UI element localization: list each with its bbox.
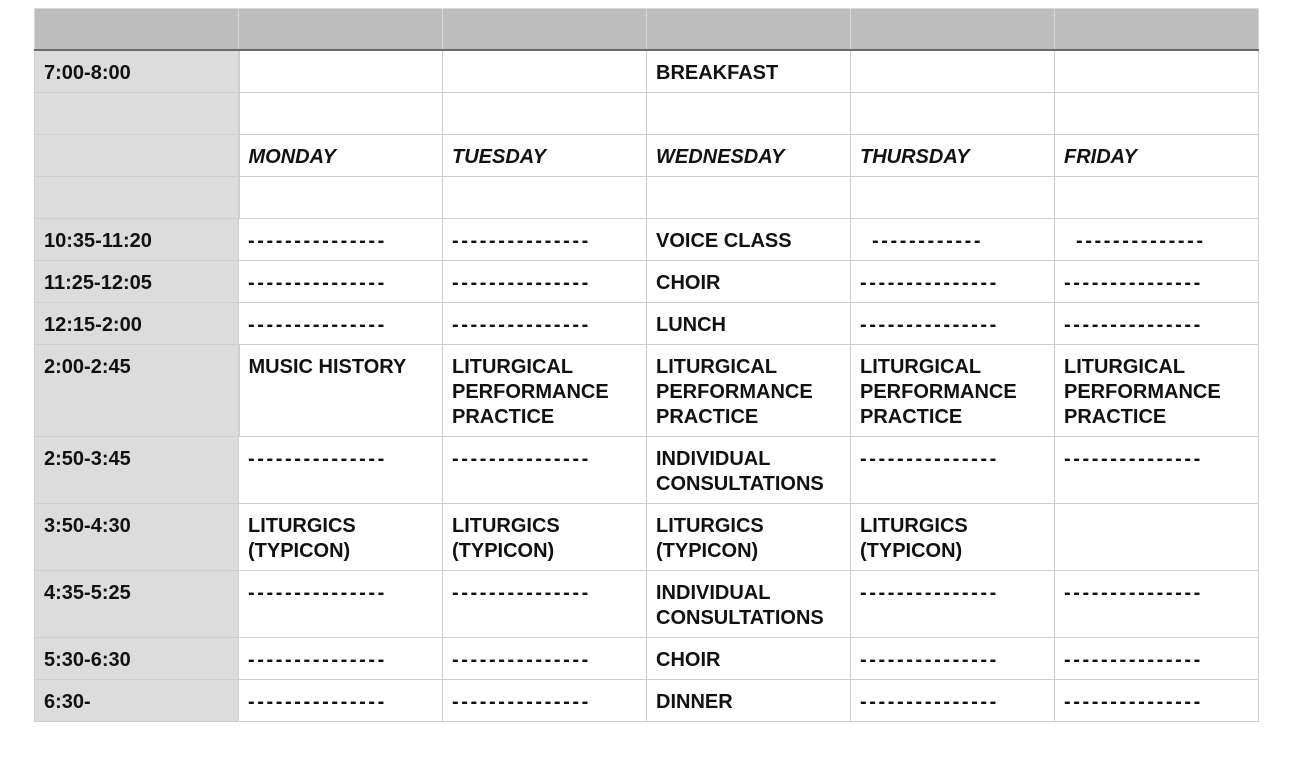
table-row [35,303,1259,345]
event-line: LITURGICAL [656,356,778,378]
dash-line: --------------- [1064,582,1203,604]
event-liturgical-performance-practice [1064,345,1258,430]
time-label: 2:50-3:45 [44,448,131,470]
cell[interactable] [239,504,443,571]
cell[interactable] [239,437,443,504]
event-breakfast: BREAKFAST [656,62,779,84]
cell[interactable] [239,638,443,680]
table-row [35,437,1259,504]
table-row [35,345,1259,437]
header-cell[interactable] [647,9,851,51]
header-cell[interactable] [35,9,239,51]
table-row [35,638,1259,680]
day-thursday[interactable] [851,135,1055,177]
time-cell[interactable] [35,638,239,680]
dash-line: --------------- [860,448,999,470]
dash-line: --------------- [248,582,387,604]
cell[interactable] [647,50,851,93]
header-cell[interactable] [239,9,443,51]
time-cell[interactable] [35,219,239,261]
event-line: (TYPICON) [452,540,555,562]
dash-line: --------------- [452,272,591,294]
cell[interactable] [851,680,1055,722]
dash-line: --------------- [1064,314,1203,336]
event-line: LITURGICS [860,515,968,537]
dash-line: --------------- [452,230,591,252]
time-cell[interactable] [35,437,239,504]
cell[interactable] [239,571,443,638]
dash-line: --------------- [248,230,387,252]
dash-line: --------------- [452,314,591,336]
cell[interactable] [851,638,1055,680]
cell[interactable] [851,93,1055,135]
dash-line: -------------- [1076,230,1206,252]
cell[interactable] [1055,303,1259,345]
dash-line: --------------- [860,272,999,294]
time-label: 5:30-6:30 [44,649,131,671]
day-wednesday[interactable] [647,135,851,177]
cell[interactable] [239,680,443,722]
event-liturgics-typicon [860,504,1054,564]
header-cell[interactable] [851,9,1055,51]
day-label: FRIDAY [1064,146,1137,168]
event-line: LITURGICS [452,515,560,537]
days-row [35,135,1259,177]
event-music-history: MUSIC HISTORY [248,356,407,378]
dash-line: --------------- [860,649,999,671]
dash-line: --------------- [452,649,591,671]
cell[interactable] [647,261,851,303]
time-label: 3:50-4:30 [44,515,131,537]
dash-line: --------------- [1064,272,1203,294]
event-line: CONSULTATIONS [656,473,824,495]
event-line: PERFORMANCE [860,381,1017,403]
cell[interactable] [647,303,851,345]
cell[interactable] [1055,504,1259,571]
day-friday[interactable] [1055,135,1259,177]
cell[interactable] [443,93,647,135]
time-label: 11:25-12:05 [44,272,152,294]
time-label: 2:00-2:45 [44,356,131,378]
time-cell[interactable] [35,135,239,177]
cell[interactable] [443,504,647,571]
event-line: PRACTICE [1064,406,1167,428]
cell[interactable] [647,571,851,638]
cell[interactable] [851,437,1055,504]
cell[interactable] [239,303,443,345]
event-dinner: DINNER [656,691,733,713]
event-line: (TYPICON) [656,540,759,562]
day-label: THURSDAY [860,146,970,168]
dash-line: --------------- [248,691,387,713]
cell[interactable] [647,345,851,437]
cell[interactable] [851,571,1055,638]
header-row [35,9,1259,51]
table-row [35,50,1259,93]
dash-line: --------------- [248,272,387,294]
cell[interactable] [851,50,1055,93]
cell[interactable] [1055,219,1259,261]
cell[interactable] [443,261,647,303]
event-line: PERFORMANCE [656,381,813,403]
event-line: INDIVIDUAL [656,582,771,604]
cell[interactable] [443,303,647,345]
event-line: LITURGICS [656,515,764,537]
cell[interactable] [1055,638,1259,680]
dash-line: --------------- [860,314,999,336]
day-label: TUESDAY [452,146,547,168]
cell[interactable] [1055,571,1259,638]
cell[interactable] [1055,345,1259,437]
cell[interactable] [851,219,1055,261]
cell[interactable] [1055,50,1259,93]
cell[interactable] [851,345,1055,437]
table-row [35,504,1259,571]
time-cell[interactable] [35,680,239,722]
cell[interactable] [443,571,647,638]
cell[interactable] [239,345,443,437]
cell[interactable] [647,504,851,571]
time-cell[interactable] [35,345,239,437]
event-choir: CHOIR [656,649,721,671]
event-individual-consultations [656,571,850,631]
time-cell[interactable] [35,93,239,135]
time-cell[interactable] [35,303,239,345]
cell[interactable] [443,177,647,219]
event-liturgical-performance-practice [656,345,850,430]
time-cell[interactable] [35,261,239,303]
cell[interactable] [1055,680,1259,722]
dash-line: --------------- [248,448,387,470]
cell[interactable] [239,93,443,135]
cell[interactable] [443,437,647,504]
day-label: MONDAY [248,146,336,168]
time-cell[interactable] [35,177,239,219]
event-line: (TYPICON) [248,540,351,562]
cell[interactable] [851,504,1055,571]
dash-line: --------------- [860,582,999,604]
event-line: LITURGICAL [860,356,982,378]
event-line: LITURGICS [248,515,356,537]
cell[interactable] [239,177,443,219]
event-lunch: LUNCH [656,314,726,336]
event-individual-consultations [656,437,850,497]
header-cell[interactable] [1055,9,1259,51]
dash-line: --------------- [1064,448,1203,470]
cell[interactable] [851,177,1055,219]
time-label: 12:15-2:00 [44,314,142,336]
cell[interactable] [1055,93,1259,135]
table-row [35,93,1259,135]
schedule-table [34,8,1259,722]
cell[interactable] [239,50,443,93]
dash-line: --------------- [1064,691,1203,713]
dash-line: --------------- [1064,649,1203,671]
table-row [35,219,1259,261]
cell[interactable] [1055,177,1259,219]
cell[interactable] [443,50,647,93]
event-line: INDIVIDUAL [656,448,771,470]
cell[interactable] [1055,261,1259,303]
table-row [35,680,1259,722]
time-label: 6:30- [44,691,91,713]
dash-line: --------------- [452,448,591,470]
cell[interactable] [647,93,851,135]
time-cell[interactable] [35,504,239,571]
time-label: 4:35-5:25 [44,582,131,604]
cell[interactable] [239,261,443,303]
event-line: PERFORMANCE [452,381,609,403]
cell[interactable] [1055,437,1259,504]
time-cell[interactable] [35,571,239,638]
cell[interactable] [443,219,647,261]
event-liturgical-performance-practice [860,345,1054,430]
event-line: PERFORMANCE [1064,381,1221,403]
table-row [35,261,1259,303]
dash-line: --------------- [452,691,591,713]
event-line: LITURGICAL [452,356,574,378]
header-cell[interactable] [443,9,647,51]
time-label: 10:35-11:20 [44,230,152,252]
event-line: PRACTICE [860,406,963,428]
event-liturgics-typicon [248,504,442,564]
cell[interactable] [443,638,647,680]
event-choir: CHOIR [656,272,721,294]
cell[interactable] [851,303,1055,345]
event-liturgics-typicon [656,504,850,564]
day-tuesday[interactable] [443,135,647,177]
cell[interactable] [647,177,851,219]
event-line: PRACTICE [452,406,555,428]
table-row [35,571,1259,638]
dash-line: ------------ [872,230,984,252]
event-line: (TYPICON) [860,540,963,562]
day-monday[interactable] [239,135,443,177]
cell[interactable] [647,219,851,261]
event-line: PRACTICE [656,406,759,428]
cell[interactable] [443,680,647,722]
cell[interactable] [851,261,1055,303]
event-line: LITURGICAL [1064,356,1186,378]
cell[interactable] [647,680,851,722]
cell[interactable] [239,219,443,261]
day-label: WEDNESDAY [656,146,785,168]
cell[interactable] [647,437,851,504]
dash-line: --------------- [248,314,387,336]
event-liturgical-performance-practice [452,345,646,430]
event-liturgics-typicon [452,504,646,564]
dash-line: --------------- [248,649,387,671]
cell[interactable] [647,638,851,680]
cell[interactable] [443,345,647,437]
event-line: CONSULTATIONS [656,607,824,629]
event-voice-class: VOICE CLASS [656,230,792,252]
time-label: 7:00-8:00 [44,62,131,84]
dash-line: --------------- [452,582,591,604]
time-cell[interactable] [35,50,239,93]
table-row [35,177,1259,219]
dash-line: --------------- [860,691,999,713]
